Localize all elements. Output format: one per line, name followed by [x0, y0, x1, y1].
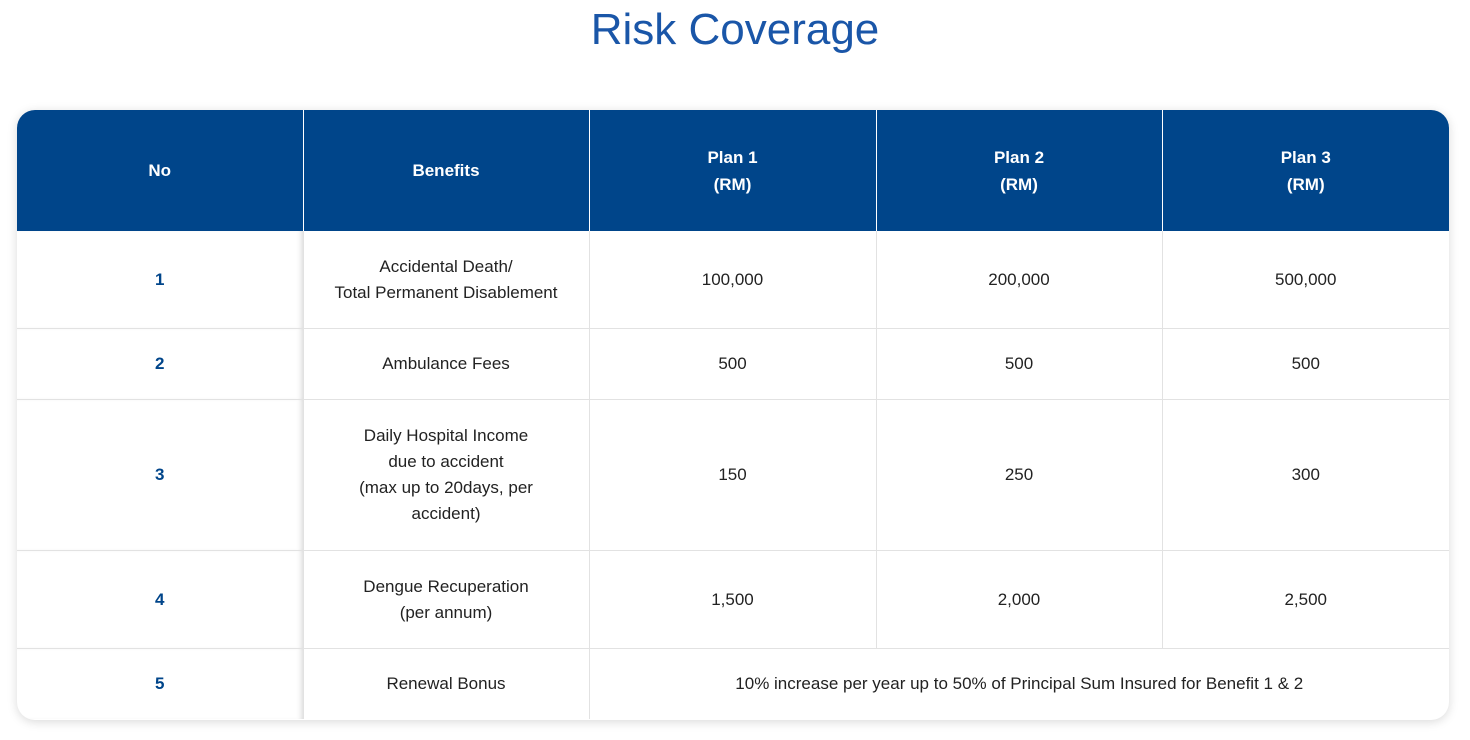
plan-1-value: 500 [589, 329, 876, 400]
row-number: 5 [17, 649, 303, 720]
renewal-bonus-value: 10% increase per year up to 50% of Principal Sum Insured for Benefit 1 & 2 [589, 649, 1449, 720]
benefit-line: accident) [411, 504, 481, 523]
benefit-cell [303, 231, 589, 329]
benefit-line: Daily Hospital Income [363, 426, 529, 445]
header-plan-1 [589, 110, 876, 231]
plan-1-value: 1,500 [589, 551, 876, 649]
header-plan-1-name: Plan 1 [707, 147, 758, 167]
plan-1-value: 150 [589, 400, 876, 551]
benefit-line: (per annum) [399, 602, 493, 622]
header-plan-3 [1162, 110, 1449, 231]
risk-coverage-table [17, 110, 1449, 720]
header-plan-3-unit: (RM) [1286, 174, 1325, 194]
row-number: 2 [17, 329, 303, 400]
plan-2-value: 2,000 [876, 551, 1162, 649]
page-title: Risk Coverage [590, 5, 880, 54]
header-plan-2-name: Plan 2 [993, 147, 1045, 167]
benefit-cell [303, 551, 589, 649]
table-row [17, 649, 1449, 720]
benefit-cell [303, 400, 589, 551]
benefit-line: (max up to 20days, per [359, 478, 533, 497]
plan-3-value: 300 [1162, 400, 1449, 551]
header-plan-2 [876, 110, 1162, 231]
table-row [17, 231, 1449, 329]
table-row [17, 400, 1449, 551]
benefit-line: Renewal Bonus [386, 674, 506, 693]
header-plan-3-name: Plan 3 [1280, 147, 1331, 167]
table-row [17, 329, 1449, 400]
header-benefits: Benefits [303, 110, 589, 231]
benefit-cell [303, 649, 589, 720]
plan-3-value: 500 [1162, 329, 1449, 400]
plan-1-value: 100,000 [589, 231, 876, 329]
benefit-line: Dengue Recuperation [363, 576, 529, 596]
plan-2-value: 250 [876, 400, 1162, 551]
plan-3-value: 500,000 [1162, 231, 1449, 329]
benefit-cell [303, 329, 589, 400]
row-number: 4 [17, 551, 303, 649]
header-no: No [17, 110, 303, 231]
benefit-line: due to accident [388, 452, 504, 471]
plan-2-value: 200,000 [876, 231, 1162, 329]
benefit-line: Accidental Death/ [379, 256, 513, 276]
table-header-row [17, 110, 1449, 231]
row-number: 1 [17, 231, 303, 329]
plan-3-value: 2,500 [1162, 551, 1449, 649]
plan-2-value: 500 [876, 329, 1162, 400]
benefit-line: Total Permanent Disablement [334, 282, 558, 302]
header-plan-1-unit: (RM) [713, 174, 752, 194]
header-plan-2-unit: (RM) [1000, 174, 1038, 194]
table-row [17, 551, 1449, 649]
benefit-line: Ambulance Fees [382, 354, 510, 373]
row-number: 3 [17, 400, 303, 551]
